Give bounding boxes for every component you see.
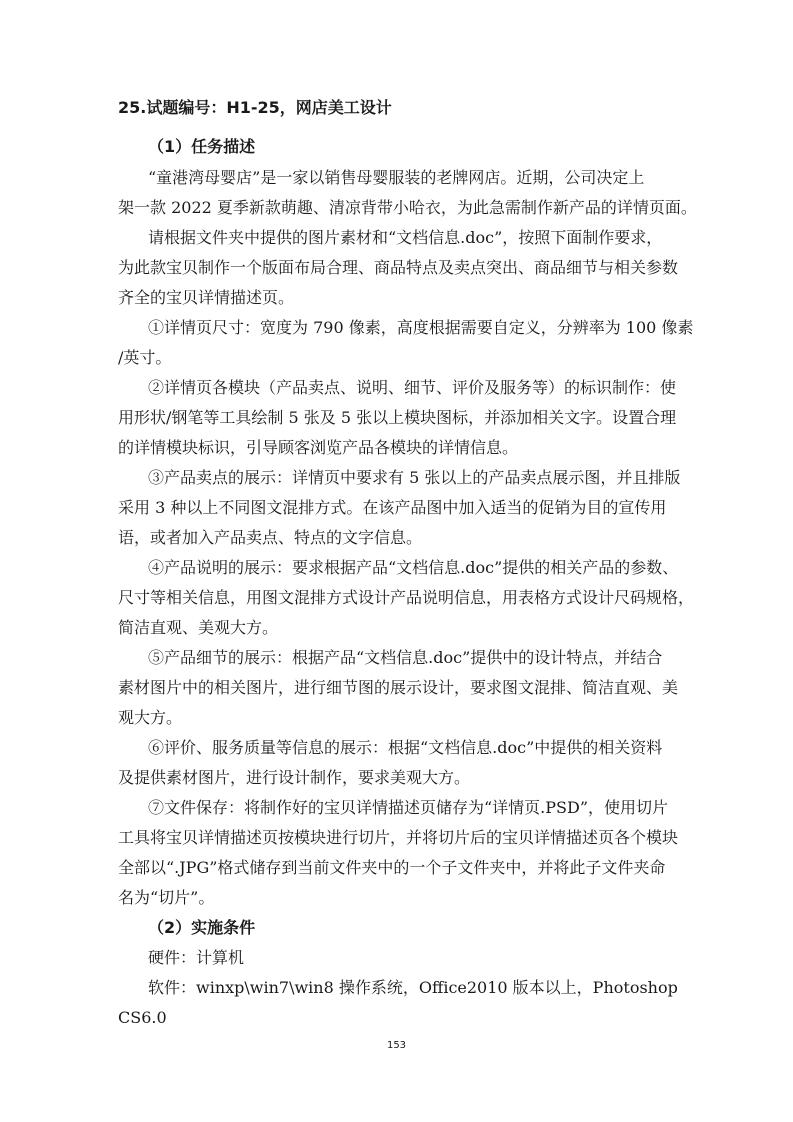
requirement-line: ③产品卖点的展示：详情页中要求有 5 张以上的产品卖点展示图，并且排版 (148, 468, 681, 487)
requirement-line: 全部以“.JPG”格式储存到当前文件夹中的一个子文件夹中，并将此子文件夹命 (118, 858, 666, 877)
requirement-line: 素材图片中的相关图片，进行细节图的展示设计，要求图文混排、简洁直观、美 (118, 678, 679, 697)
requirement-line: 简洁直观、美观大方。 (118, 618, 279, 637)
requirement-line: ②详情页各模块（产品卖点、说明、细节、评价及服务等）的标识制作：使 (148, 378, 677, 397)
requirement-line: 及提供素材图片，进行设计制作，要求美观大方。 (118, 768, 471, 787)
requirement-line: 观大方。 (118, 708, 183, 727)
requirement-line: ④产品说明的展示：要求根据产品“文档信息.doc”提供的相关产品的参数、 (148, 558, 679, 577)
question-title: 25.试题编号：H1-25，网店美工设计 (118, 98, 392, 117)
requirement-line: 的详情模块标识，引导顾客浏览产品各模块的详情信息。 (118, 438, 519, 457)
requirement-line: 尺寸等相关信息，用图文混排方式设计产品说明信息，用表格方式设计尺码规格， (118, 588, 695, 607)
requirement-line: /英寸。 (118, 348, 172, 367)
page-number: 153 (386, 1040, 407, 1051)
condition-software: 软件：winxp\win7\win8 操作系统，Office2010 版本以上，Photoshop (148, 978, 678, 997)
section-heading-task: （1）任务描述 (148, 137, 256, 156)
requirement-line: 采用 3 种以上不同图文混排方式。在该产品图中加入适当的促销为目的宣传用 (118, 498, 667, 517)
section-heading-conditions: （2）实施条件 (148, 918, 256, 937)
paragraph-line: “童港湾母婴店”是一家以销售母婴服装的老牌网店。近期，公司决定上 (148, 168, 645, 187)
requirement-line: ⑦文件保存：将制作好的宝贝详情描述页储存为“详情页.PSD”，使用切片 (148, 798, 669, 817)
paragraph-line: 架一款 2022 夏季新款萌趣、清凉背带小哈衣，为此急需制作新产品的详情页面。 (118, 198, 697, 217)
paragraph-line: 为此款宝贝制作一个版面布局合理、商品特点及卖点突出、商品细节与相关参数 (118, 258, 679, 277)
requirement-line: ⑤产品细节的展示：根据产品“文档信息.doc”提供中的设计特点，并结合 (148, 648, 663, 667)
requirement-line: ⑥评价、服务质量等信息的展示：根据“文档信息.doc”中提供的相关资料 (148, 738, 663, 757)
requirement-line: ①详情页尺寸：宽度为 790 像素，高度根据需要自定义，分辨率为 100 像素 (148, 318, 694, 337)
paragraph-line: 齐全的宝贝详情描述页。 (118, 288, 295, 307)
requirement-line: 语，或者加入产品卖点、特点的文字信息。 (118, 528, 423, 547)
requirement-line: 工具将宝贝详情描述页按模块进行切片，并将切片后的宝贝详情描述页各个模块 (118, 828, 679, 847)
condition-software-cont: CS6.0 (118, 1008, 167, 1027)
condition-hardware: 硬件：计算机 (148, 948, 245, 967)
requirement-line: 名为“切片”。 (118, 888, 215, 907)
paragraph-line: 请根据文件夹中提供的图片素材和“文档信息.doc”，按照下面制作要求， (148, 228, 663, 247)
requirement-line: 用形状/钢笔等工具绘制 5 张及 5 张以上模块图标，并添加相关文字。设置合理 (118, 408, 677, 427)
